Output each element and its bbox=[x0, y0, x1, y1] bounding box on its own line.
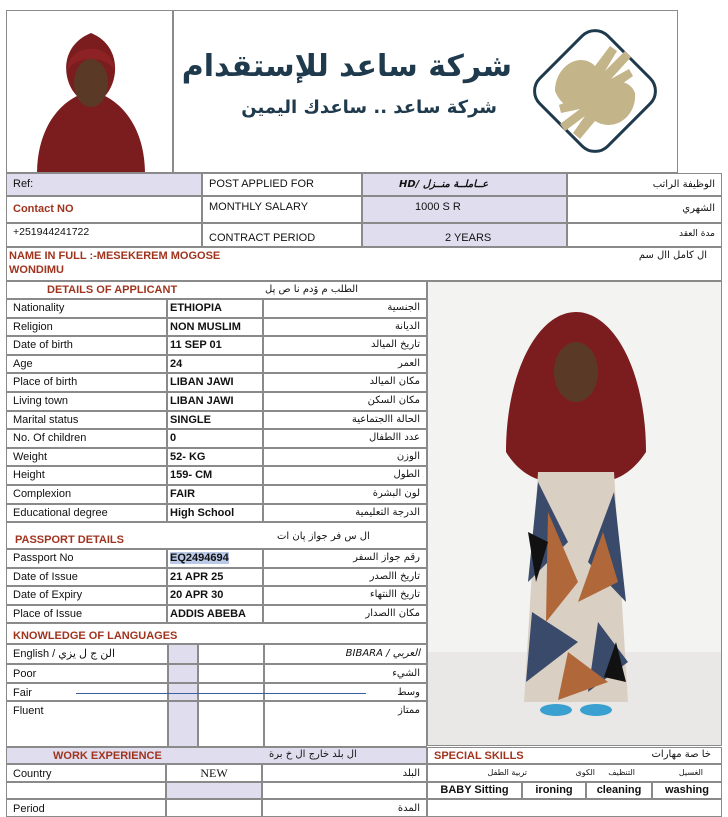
applicant-value bbox=[167, 355, 263, 374]
passport-ar: تاريخ االصدر bbox=[263, 568, 427, 587]
ref-label: Ref: bbox=[6, 173, 202, 196]
applicant-label: Religion bbox=[6, 318, 167, 337]
poor-col-b bbox=[198, 664, 264, 683]
applicant-value bbox=[167, 466, 263, 485]
passport-label: Passport No bbox=[6, 549, 167, 568]
applicant-ar: الحالة االجتماعية bbox=[263, 411, 427, 430]
contract-period-value: 2 YEARS bbox=[362, 223, 567, 247]
applicant-value-text: ETHIOPIA bbox=[170, 302, 222, 314]
passport-value-text: ADDIS ABEBA bbox=[170, 607, 246, 620]
applicant-value-text: 159- CM bbox=[170, 469, 213, 482]
poor-label: Poor bbox=[6, 664, 168, 683]
skill-ar-ironing: الكوى bbox=[575, 768, 595, 777]
poor-col-a bbox=[168, 664, 198, 683]
applicant-label: No. Of children bbox=[6, 429, 167, 448]
passport-ar: تاريخ االنتهاء bbox=[263, 586, 427, 605]
applicant-value-text: 24 bbox=[170, 357, 183, 370]
english-col-b bbox=[198, 644, 264, 664]
applicant-label: Date of birth bbox=[6, 336, 167, 355]
applicant-label: Weight bbox=[6, 448, 167, 467]
company-logo-area bbox=[173, 10, 678, 173]
applicant-value bbox=[167, 411, 263, 430]
applicant-value bbox=[167, 392, 263, 411]
applicant-title-ar: الطلب م ۆدم نا ص پل bbox=[265, 284, 358, 295]
applicant-value-text: High School bbox=[170, 506, 235, 519]
skill-washing: washing bbox=[652, 782, 722, 799]
applicant-ar: العمر bbox=[263, 355, 427, 374]
applicant-value-text: NON MUSLIM bbox=[170, 320, 241, 333]
applicant-value bbox=[167, 504, 263, 523]
applicant-value bbox=[167, 336, 263, 355]
period-value bbox=[166, 799, 262, 817]
applicant-ar: تاريخ الميالد bbox=[263, 336, 427, 355]
monthly-salary-label: MONTHLY SALARY bbox=[202, 196, 362, 223]
applicant-ar: الطول bbox=[263, 466, 427, 485]
applicant-label: Living town bbox=[6, 392, 167, 411]
passport-title-ar: ال س فر جواز پان ات bbox=[277, 531, 370, 542]
full-body-photo bbox=[427, 281, 722, 746]
fluent-col-a bbox=[168, 701, 198, 747]
passport-label: Date of Issue bbox=[6, 568, 167, 587]
skill-baby-sitting: BABY Sitting bbox=[427, 782, 522, 799]
full-name-ar: ال كامل اال سم bbox=[638, 250, 707, 261]
fair-col-a bbox=[168, 683, 198, 701]
applicant-value-text: FAIR bbox=[170, 488, 196, 500]
phone-number: +251944241722 bbox=[6, 223, 202, 247]
applicant-value bbox=[167, 485, 263, 504]
poor-ar: الشيء bbox=[264, 664, 427, 683]
company-tagline: شركة ساعد .. ساعدك اليمين bbox=[241, 97, 497, 118]
applicant-value-text: 52- KG bbox=[170, 450, 206, 463]
applicant-value bbox=[167, 373, 263, 392]
applicant-ar: الوزن bbox=[263, 448, 427, 467]
passport-section-header bbox=[6, 522, 427, 549]
work-row-blank-c bbox=[262, 782, 427, 799]
contract-period-label: CONTRACT PERIOD bbox=[202, 223, 362, 247]
work-title: WORK EXPERIENCE bbox=[53, 750, 162, 762]
languages-title: KNOWLEDGE OF LANGUAGES bbox=[13, 630, 178, 642]
passport-label: Place of Issue bbox=[6, 605, 167, 624]
applicant-ar: الدرجة التعليمية bbox=[263, 504, 427, 523]
applicant-label: Complexion bbox=[6, 485, 167, 504]
applicant-value-text: LIBAN JAWI bbox=[170, 376, 234, 389]
passport-value-text: 20 APR 30 bbox=[170, 589, 224, 601]
applicant-label: Marital status bbox=[6, 411, 167, 430]
applicant-ar: عدد االطفال bbox=[263, 429, 427, 448]
fair-ar: وسط bbox=[264, 683, 427, 701]
applicant-value bbox=[167, 429, 263, 448]
contact-label: Contact NO bbox=[6, 196, 202, 223]
skills-blank-row bbox=[427, 799, 722, 817]
country-label: Country bbox=[6, 764, 166, 782]
fluent-label: Fluent bbox=[6, 701, 168, 747]
applicant-title: DETAILS OF APPLICANT bbox=[47, 284, 178, 296]
skill-ar-cleaning: التنظيف bbox=[608, 768, 635, 777]
hands-logo-icon bbox=[525, 21, 665, 161]
monthly-salary-value: 1000 S R bbox=[362, 196, 567, 223]
full-name-label-cont: WONDIMU bbox=[9, 264, 64, 276]
monthly-salary-ar: الشهري bbox=[567, 196, 722, 223]
arabic-label-text: BIBARA / العربي bbox=[345, 648, 420, 659]
languages-section-header bbox=[6, 623, 427, 644]
applicant-ar: مكان الميالد bbox=[263, 373, 427, 392]
post-applied-value: HD/ عــاملــة منــزل bbox=[362, 173, 567, 196]
passport-ar: مكان االصدار bbox=[263, 605, 427, 624]
applicant-value-text: 0 bbox=[170, 432, 177, 445]
full-name-row bbox=[6, 247, 722, 281]
applicant-label: Place of birth bbox=[6, 373, 167, 392]
skill-ar-babysitting: تربية الطفل bbox=[487, 768, 527, 777]
skills-ar-row bbox=[427, 764, 722, 782]
period-label: Period bbox=[6, 799, 166, 817]
skill-ironing: ironing bbox=[522, 782, 586, 799]
passport-label: Date of Expiry bbox=[6, 586, 167, 605]
applicant-value-text: LIBAN JAWI bbox=[170, 395, 234, 407]
fair-strike-line bbox=[76, 693, 366, 694]
skill-cleaning: cleaning bbox=[586, 782, 652, 799]
skills-title: SPECIAL SKILLS bbox=[434, 750, 524, 762]
applicant-value bbox=[167, 299, 263, 318]
applicant-ar: الديانة bbox=[263, 318, 427, 337]
company-name: شركة ساعد للإستقدام bbox=[181, 49, 512, 84]
passport-value-text: EQ2494694 bbox=[170, 552, 229, 564]
contract-period-ar: مدة العقد bbox=[567, 223, 722, 247]
passport-value bbox=[167, 605, 263, 624]
full-name-label: NAME IN FULL :-MESEKEREM MOGOSE bbox=[9, 250, 221, 262]
applicant-label: Educational degree bbox=[6, 504, 167, 523]
work-row-blank-b bbox=[166, 782, 262, 799]
passport-title: PASSPORT DETAILS bbox=[15, 534, 124, 546]
work-section-header bbox=[6, 747, 427, 764]
skill-ar-washing: الغسيل bbox=[678, 768, 703, 777]
applicant-value bbox=[167, 318, 263, 337]
applicant-ar: الجنسية bbox=[263, 299, 427, 318]
post-applied-ar: الوظيفة الراتب bbox=[567, 173, 722, 196]
fluent-ar: ممتاز bbox=[264, 701, 427, 747]
applicant-ar: لون البشرة bbox=[263, 485, 427, 504]
skills-section-header bbox=[427, 747, 722, 764]
english-col-a bbox=[168, 644, 198, 664]
applicant-label: Nationality bbox=[6, 299, 167, 318]
post-applied-label: POST APPLIED FOR bbox=[202, 173, 362, 196]
fluent-col-b bbox=[198, 701, 264, 747]
applicant-label: Age bbox=[6, 355, 167, 374]
country-ar: البلد bbox=[262, 764, 427, 782]
work-row-blank-a bbox=[6, 782, 166, 799]
skills-title-ar: خا صة مهارات bbox=[651, 749, 711, 760]
period-ar: المدة bbox=[262, 799, 427, 817]
applicant-label: Height bbox=[6, 466, 167, 485]
applicant-value-text: SINGLE bbox=[170, 413, 211, 426]
applicant-value-text: 11 SEP 01 bbox=[170, 339, 222, 352]
passport-ar: رقم جواز السفر bbox=[263, 549, 427, 568]
english-label: English / الن ج ل يزي bbox=[6, 644, 168, 664]
arabic-label bbox=[264, 644, 427, 664]
country-value: NEW bbox=[166, 764, 262, 782]
portrait-photo bbox=[6, 10, 173, 173]
applicant-section-header bbox=[6, 281, 427, 299]
applicant-ar: مكان السكن bbox=[263, 392, 427, 411]
work-title-ar: ال بلد خارج ال خ برة bbox=[269, 749, 357, 760]
passport-value bbox=[167, 568, 263, 587]
applicant-value bbox=[167, 448, 263, 467]
passport-value bbox=[167, 549, 263, 568]
fair-col-b bbox=[198, 683, 264, 701]
passport-value-text: 21 APR 25 bbox=[170, 570, 224, 583]
passport-value bbox=[167, 586, 263, 605]
fair-label: Fair bbox=[6, 683, 168, 701]
